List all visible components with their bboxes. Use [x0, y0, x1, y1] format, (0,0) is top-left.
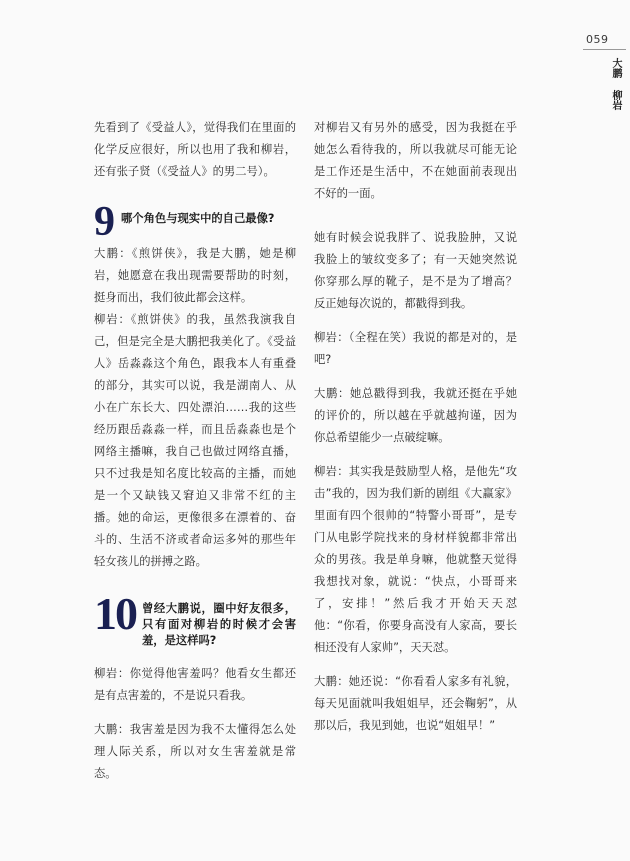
answer-paragraph: 大鹏：她还说：“你看看人家多有礼貌，每天见面就叫我姐姐早，还会鞠躬”，从那以后，我见到她，也说“姐姐早！” [314, 675, 517, 732]
answer-paragraph: 她有时候会说我胖了、说我脸肿，又说我脸上的皱纹变多了；有一天她突然说你穿那么厚的靴子，是不是为了增高？反正她每次说的，都戳得到我。 [314, 231, 517, 310]
question-10 [94, 588, 296, 649]
answer-paragraph: 大鹏：我害羞是因为我不太懂得怎么处理人际关系，所以对女生害羞就是常态。 [94, 723, 296, 780]
answer-paragraph: 柳岩：你觉得他害羞吗？他看女生都还是有点害羞的，不是说只看我。 [94, 667, 296, 702]
answer-paragraph: 柳岩：（全程在笑）我说的都是对的，是吧? [314, 331, 517, 366]
question-text-9: 哪个角色与现实中的自己最像? [121, 212, 275, 225]
question-9 [94, 199, 296, 245]
answer-paragraph: 大鹏：《煎饼侠》，我是大鹏，她是柳岩，她愿意在我出现需要帮助的时刻，挺身而出，我们彼此都会这样。 [94, 247, 296, 304]
answer-paragraph: 柳岩：《煎饼侠》的我，虽然我演我自己，但是完全是大鹏把我美化了。《受益人》岳淼淼这个角色，跟我本人有重叠的部分，其实可以说，我是湖南人、从小在广东长大、四处漂泊……我的这些经历跟岳淼淼一样，而且岳淼淼也是个网络主播嘛，我自己也做过网络直播，只不过我是知名度比较高的主播，而她是一个又缺钱又窘迫又非常不红的主播。她的命运，更像很多在漂着的、奋斗的、生活不济或者命运多舛的那些年轻女孩儿的拼搏之路。 [94, 313, 296, 568]
side-tag-liuyan: 柳岩 [610, 90, 621, 110]
page-number: 059 [586, 33, 609, 46]
answer-paragraph: 对柳岩又有另外的感受，因为我挺在乎她怎么看待我的，所以我就尽可能无论是工作还是生活中，不在她面前表现出不好的一面。 [314, 121, 517, 200]
question-number-10: 10 [94, 588, 136, 639]
right-column [314, 117, 517, 749]
question-text-10: 曾经大鹏说，圈中好友很多，只有面对柳岩的时候才会害羞，是这样吗? [142, 602, 296, 647]
intro-paragraph: 先看到了《受益人》，觉得我们在里面的化学反应很好，所以也用了我和柳岩，还有张子贤（《受益人》的男二号）。 [94, 121, 296, 178]
left-column [94, 117, 296, 797]
answer-paragraph: 大鹏：她总戳得到我，我就还挺在乎她的评价的，所以越在乎就越拘谨，因为你总希望能少一点破绽嘛。 [314, 387, 517, 444]
answer-paragraph: 柳岩：其实我是鼓励型人格，是他先“攻击”我的，因为我们新的剧组《大赢家》里面有四个很帅的“特警小哥哥”，是专门从电影学院找来的身材样貌都非常出众的男孩。我是单身嘛，他就整天觉得我想找对象，就说：“快点，小哥哥来了，安排！”然后我才开始天天怼他：“你看，你要身高没有人家高，要长相还没有人家帅”，天天怼。 [314, 465, 517, 654]
side-tag-dapeng: 大鹏 [610, 58, 621, 78]
question-number-9: 9 [94, 199, 115, 245]
page-number-rule [583, 49, 626, 50]
